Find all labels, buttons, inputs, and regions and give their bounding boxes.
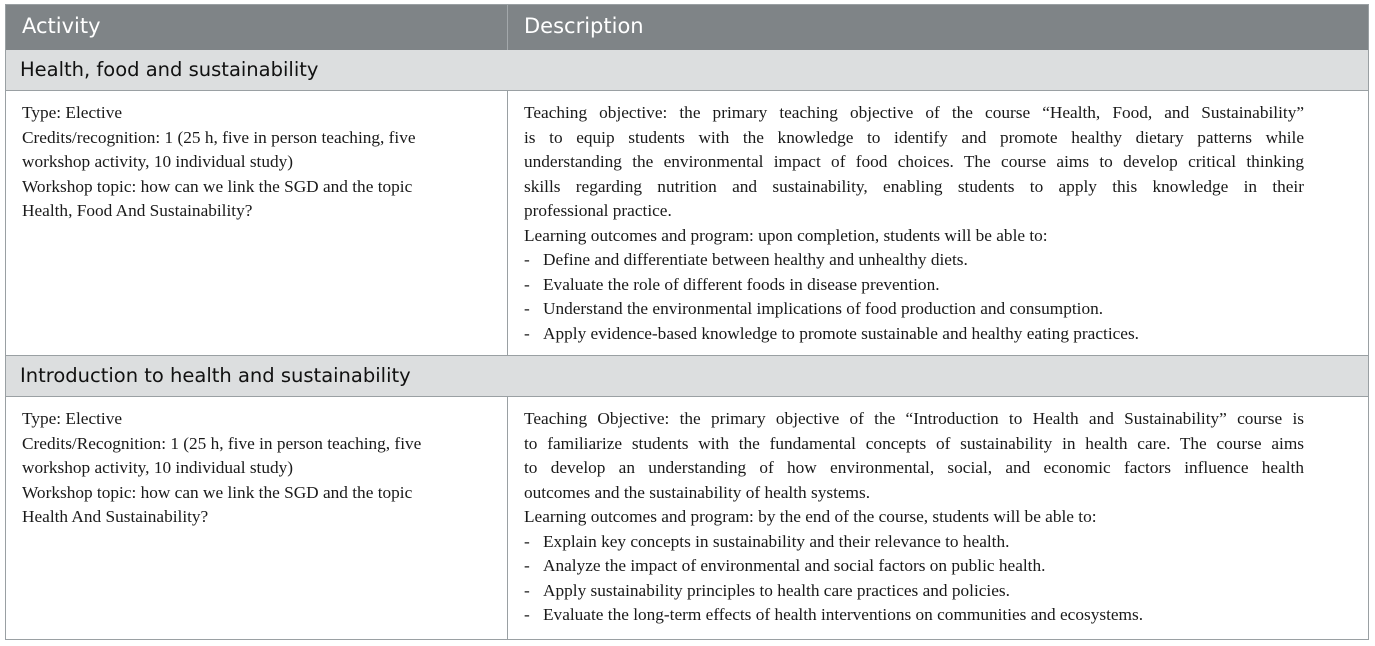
section-title-row [6,356,1368,397]
activity-workshop-cont: Health And Sustainability? [22,507,209,526]
description-cell [524,407,1304,628]
objective-line: is to equip students with the knowledge to identify and promote healthy dietary patterns while [524,127,1304,147]
activity-type: Type: Elective [22,103,123,122]
activity-credits-cont: workshop activity, 10 individual study) [22,458,294,477]
header-description: Description [524,14,644,38]
table-row [6,91,1368,356]
objective-line: Teaching Objective: the primary objective of the “Introduction to Health and Sustainability” course is [524,409,1304,428]
header-activity: Activity [22,14,101,38]
bullet-dash: - [524,556,530,575]
activity-workshop-cont: Health, Food And Sustainability? [22,201,253,220]
bullet-dash: - [524,323,530,343]
bullet-text: Analyze the impact of environmental and social factors on public health. [543,556,1046,575]
bullet-text: Apply sustainability principles to health care practices and policies. [543,580,1010,600]
list-item [524,554,1304,579]
bullet-dash: - [524,580,530,600]
bullet-dash: - [524,274,530,294]
objective-line: understanding the environmental impact of food choices. The course aims to develop critical thinking [524,152,1304,171]
column-divider [507,91,508,355]
list-item [524,579,1304,604]
outcomes-intro: Learning outcomes and program: by the end of the course, students will be able to: [524,507,1097,526]
objective-line: to develop an understanding of how environmental, social, and economic factors influence health [524,458,1304,477]
bullet-text: Evaluate the long-term effects of health interventions on communities and ecosystems. [543,605,1144,624]
column-divider [507,397,508,639]
description-cell [524,101,1304,346]
activity-credits-cont: workshop activity, 10 individual study) [22,152,294,171]
objective-line-last: professional practice. [524,201,672,220]
bullet-dash: - [524,605,530,624]
bullet-dash: - [524,531,530,551]
list-item [524,530,1304,555]
course-table [5,4,1369,640]
outcomes-intro: Learning outcomes and program: upon completion, students will be able to: [524,225,1048,245]
section-title: Health, food and sustainability [20,58,319,81]
table-header [6,5,1368,50]
activity-cell [22,101,492,224]
bullet-text: Apply evidence-based knowledge to promote sustainable and healthy eating practices. [543,323,1140,343]
header-divider [507,5,508,50]
bullet-text: Understand the environmental implications of food production and consumption. [543,299,1104,318]
activity-credits: Credits/Recognition: 1 (25 h, five in person teaching, five [22,433,422,453]
activity-type: Type: Elective [22,409,123,428]
table-row [6,397,1368,639]
list-item [524,273,1304,298]
activity-credits: Credits/recognition: 1 (25 h, five in person teaching, five [22,127,416,147]
activity-workshop: Workshop topic: how can we link the SGD and the topic [22,176,413,196]
bullet-text: Explain key concepts in sustainability and their relevance to health. [543,531,1010,551]
bullet-text: Evaluate the role of different foods in disease prevention. [543,274,940,294]
objective-line: to familiarize students with the fundamental concepts of sustainability in health care. The course aims [524,433,1304,453]
list-item [524,297,1304,322]
list-item [524,603,1304,628]
section-title: Introduction to health and sustainability [20,364,411,387]
list-item [524,322,1304,347]
activity-workshop: Workshop topic: how can we link the SGD and the topic [22,482,413,502]
bullet-dash: - [524,299,530,318]
section-title-row [6,50,1368,91]
objective-line: skills regarding nutrition and sustainability, enabling students to apply this knowledge in their [524,176,1304,196]
bullet-dash: - [524,250,530,269]
activity-cell [22,407,492,530]
objective-line-last: outcomes and the sustainability of health systems. [524,482,871,502]
list-item [524,248,1304,273]
bullet-text: Define and differentiate between healthy and unhealthy diets. [543,250,968,269]
objective-line: Teaching objective: the primary teaching objective of the course “Health, Food, and Sustainability” [524,103,1304,122]
